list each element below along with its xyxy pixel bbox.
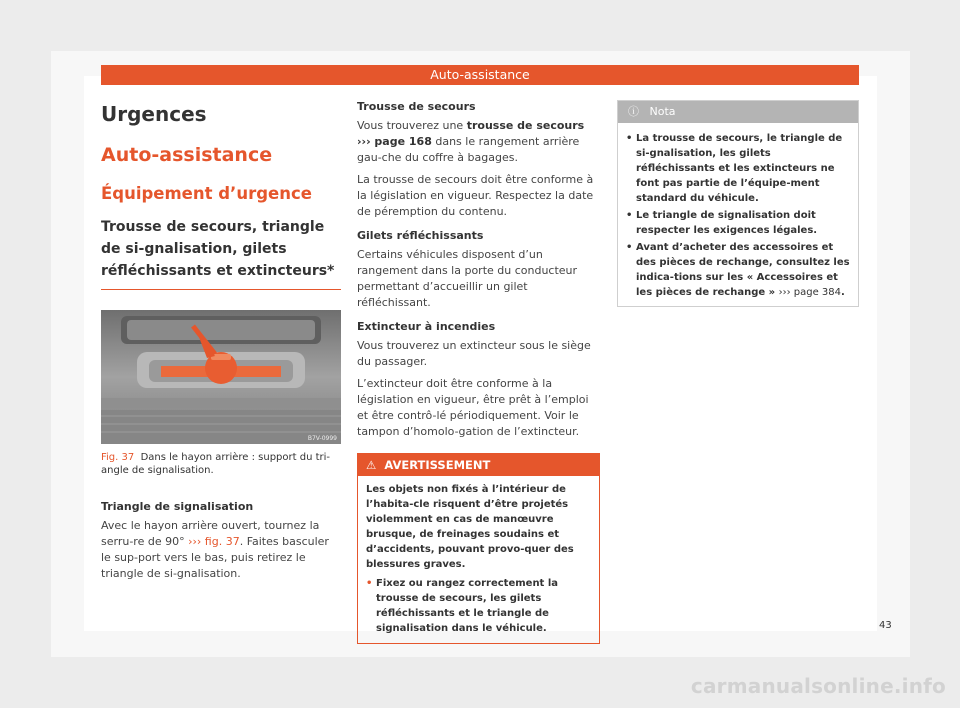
paragraph-gilets: Certains véhicules disposent d’un rangement dans la porte du conducteur permettant d’accueillir un gilet réfléchissant.: [357, 248, 578, 309]
figure-caption-text: Dans le hayon arrière : support du tri-angle de signalisation.: [101, 452, 331, 476]
paragraph-trousse-1: [357, 118, 600, 166]
note-bullet-1-text: La trousse de secours, le triangle de si-gnalisation, les gilets réfléchissants et les extincteurs ne font pas partie de l’équipe-ment standard du véhicule.: [636, 133, 843, 204]
section-header-bar: Auto-assistance: [101, 65, 859, 85]
figure-tailgate-photo: [101, 310, 341, 444]
warning-box: [357, 453, 600, 644]
warning-text: Les objets non fixés à l’intérieur de l’habita-cle risquent d’être projetés violemment en cas de manœuvre brusque, de freinages soudains et d’accidents, pouvant provo-quer des blessures graves.: [366, 484, 574, 570]
figure-caption: [101, 452, 341, 477]
link-fig-37[interactable]: ››› fig. 37: [188, 535, 240, 548]
heading-equipement: Équipement d’urgence: [101, 184, 312, 203]
note-box: [617, 100, 859, 307]
trousse-bold: trousse de secours: [466, 119, 585, 132]
triangle-text-1: Avec le hayon arrière ouvert, tournez la serru-re de 90°: [101, 519, 320, 548]
heading-urgences: Urgences: [101, 102, 207, 126]
bullet-icon: •: [366, 578, 373, 589]
note-bullet-1: [626, 131, 850, 206]
bullet-icon: •: [626, 242, 633, 253]
subheading-extincteur: Extincteur à incendies: [357, 320, 496, 333]
subheading-triangle: Triangle de signalisation: [101, 500, 254, 513]
column-left: [101, 100, 341, 582]
note-header: [618, 101, 858, 123]
bullet-icon: •: [626, 210, 633, 221]
subheading-trousse: Trousse de secours: [357, 100, 476, 113]
page-number: 43: [879, 620, 892, 631]
warning-bullet: [366, 576, 591, 636]
paragraph-extincteur-2: L’extincteur doit être conforme à la législation en vigueur, être prêt à l’emploi et être contrô-lé périodiquement. Voir le tampon d’homolo-gation de l’extincteur.: [357, 377, 589, 438]
column-right: [617, 100, 859, 307]
warning-title: AVERTISSEMENT: [384, 458, 491, 472]
note-bullet-3-main: Avant d’acheter des accessoires et des pièces de rechange, consultez les indica-tions sur les « Accessoires et les pièces de rechange »: [636, 242, 850, 298]
warning-triangle-icon: ⚠: [366, 458, 377, 472]
link-page-168[interactable]: ››› page 168: [357, 135, 432, 148]
heading-auto-assistance: Auto-assistance: [101, 144, 273, 166]
subheading-gilets: Gilets réfléchissants: [357, 229, 484, 242]
warning-body: [358, 476, 599, 643]
heading-trousse: Trousse de secours, triangle de si-gnalisation, gilets réfléchissants et extincteurs*: [101, 219, 335, 279]
triangle-text-2: . Faites basculer le sup-port vers le bas, puis retirez le triangle de si-gnalisation.: [101, 535, 329, 580]
note-bullet-3-text: [636, 240, 850, 300]
warning-bullet-text: Fixez ou rangez correctement la trousse de secours, les gilets réfléchissants et le triangle de signalisation dans le véhicule.: [376, 578, 558, 634]
heading-divider: [101, 289, 341, 290]
tailgate-illustration: [101, 310, 341, 444]
paragraph-trousse-2: La trousse de secours doit être conforme à la législation en vigueur. Respectez la date de péremption du contenu.: [357, 173, 594, 218]
link-page-384[interactable]: ››› page 384: [778, 287, 841, 298]
trousse-text-1: Vous trouverez une: [357, 119, 464, 132]
note-bullet-3-end: .: [841, 287, 845, 298]
note-bullet-2-text: Le triangle de signalisation doit respecter les exigences légales.: [636, 210, 818, 236]
note-body: [618, 123, 858, 306]
note-bullet-2: [626, 208, 850, 238]
figure-label: Fig. 37: [101, 452, 135, 463]
paragraph-triangle: [101, 518, 341, 582]
note-title: Nota: [649, 105, 676, 118]
watermark: carmanualsonline.info: [690, 674, 946, 698]
figure-id: B7V-0999: [307, 435, 337, 442]
note-bullet-3: [626, 240, 850, 300]
bullet-icon: •: [626, 133, 633, 144]
info-icon: ⓘ: [628, 105, 639, 118]
trousse-text-2: dans le rangement arrière gau-che du coffre à bagages.: [357, 135, 580, 164]
paragraph-extincteur-1: Vous trouverez un extincteur sous le siège du passager.: [357, 339, 591, 368]
column-middle: [357, 99, 600, 644]
warning-header: [358, 454, 599, 476]
